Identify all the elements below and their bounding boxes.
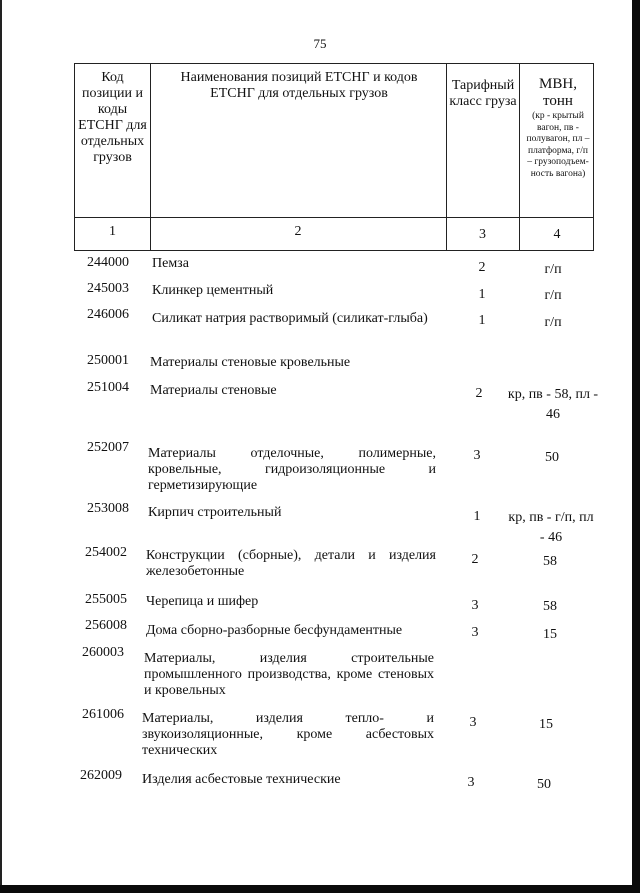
row-code: 246006 <box>87 307 129 322</box>
page-number: 75 <box>313 36 327 51</box>
row-code: 251004 <box>87 380 129 395</box>
row-name: Черепица и шифер <box>146 594 259 609</box>
row-mvn: 50 <box>537 777 551 792</box>
row-mvn: 15 <box>543 627 557 642</box>
row-name: Материалы, изделия строительные промышленного производства, кроме стеновых и кровельных <box>144 651 434 698</box>
row-code: 244000 <box>87 255 129 270</box>
scan-border-left <box>0 0 2 893</box>
row-class: 1 <box>478 313 486 328</box>
row-name: Изделия асбестовые технические <box>142 772 341 787</box>
row-code: 256008 <box>85 618 127 633</box>
row-name: Материалы стеновые кровельные <box>150 355 351 370</box>
header-name: Наименования позиций ЕТСНГ и кодов ЕТСНГ для отдельных грузов <box>180 70 418 101</box>
column-divider <box>150 64 151 250</box>
column-number: 2 <box>294 224 302 239</box>
header-code: Код позиции и коды ЕТСНГ для отдельных грузов <box>78 70 147 165</box>
row-name: Кирпич строительный <box>148 505 282 520</box>
row-class: 2 <box>471 552 479 567</box>
row-code: 261006 <box>82 707 124 722</box>
row-name: Силикат натрия растворимый (силикат-глыба) <box>152 311 428 326</box>
column-number: 4 <box>553 227 561 242</box>
row-mvn: г/п <box>544 315 562 330</box>
row-code: 260003 <box>82 645 124 660</box>
row-class: 3 <box>467 775 475 790</box>
row-name: Дома сборно-разборные бесфундаментные <box>146 623 403 638</box>
column-divider <box>446 64 447 250</box>
header-mvn-note: (кр - крытый вагон, пв - полувагон, пл – платформа, г/п – грузоподъем-ность вагона) <box>526 111 590 179</box>
row-name: Материалы отделочные, полимерные, кровельные, гидроизоляционные и герметизирующие <box>148 446 436 493</box>
table-header <box>74 63 594 251</box>
row-name: Конструкции (сборные), детали и изделия железобетонные <box>146 548 436 579</box>
row-class: 1 <box>478 287 486 302</box>
row-code: 245003 <box>87 281 129 296</box>
header-divider <box>75 217 593 218</box>
row-name: Материалы стеновые <box>150 383 277 398</box>
row-code: 253008 <box>87 501 129 516</box>
row-mvn: г/п <box>544 262 562 277</box>
row-class: 3 <box>471 625 479 640</box>
row-class: 1 <box>473 509 481 524</box>
row-mvn: 15 <box>539 717 553 732</box>
row-class: 3 <box>471 598 479 613</box>
column-number: 1 <box>109 224 116 239</box>
header-tariff-class: Тарифный класс груза <box>449 78 517 109</box>
row-mvn: г/п <box>544 288 562 303</box>
row-code: 254002 <box>85 545 127 560</box>
row-class: 3 <box>469 715 477 730</box>
row-code: 250001 <box>87 353 129 368</box>
row-code: 255005 <box>85 592 127 607</box>
row-class: 2 <box>475 386 483 401</box>
row-class: 3 <box>473 448 481 463</box>
row-mvn: кр, пв - г/п, пл - 46 <box>508 510 594 545</box>
row-code: 252007 <box>87 440 129 455</box>
row-mvn: 58 <box>543 554 557 569</box>
column-number: 3 <box>479 227 486 242</box>
row-mvn: 58 <box>543 599 557 614</box>
row-mvn: кр, пв - 58, пл - 46 <box>507 387 599 422</box>
scan-border-right <box>632 0 640 893</box>
scan-border-bottom <box>0 885 640 893</box>
row-code: 262009 <box>80 768 122 783</box>
row-mvn: 50 <box>545 450 559 465</box>
row-name: Клинкер цементный <box>152 283 274 298</box>
row-class: 2 <box>478 260 486 275</box>
row-name: Пемза <box>152 256 189 271</box>
row-name: Материалы, изделия тепло- и звукоизоляционные, кроме асбестовых технических <box>142 711 434 758</box>
header-mvn: МВН, тонн <box>539 76 577 109</box>
column-divider <box>519 64 520 250</box>
